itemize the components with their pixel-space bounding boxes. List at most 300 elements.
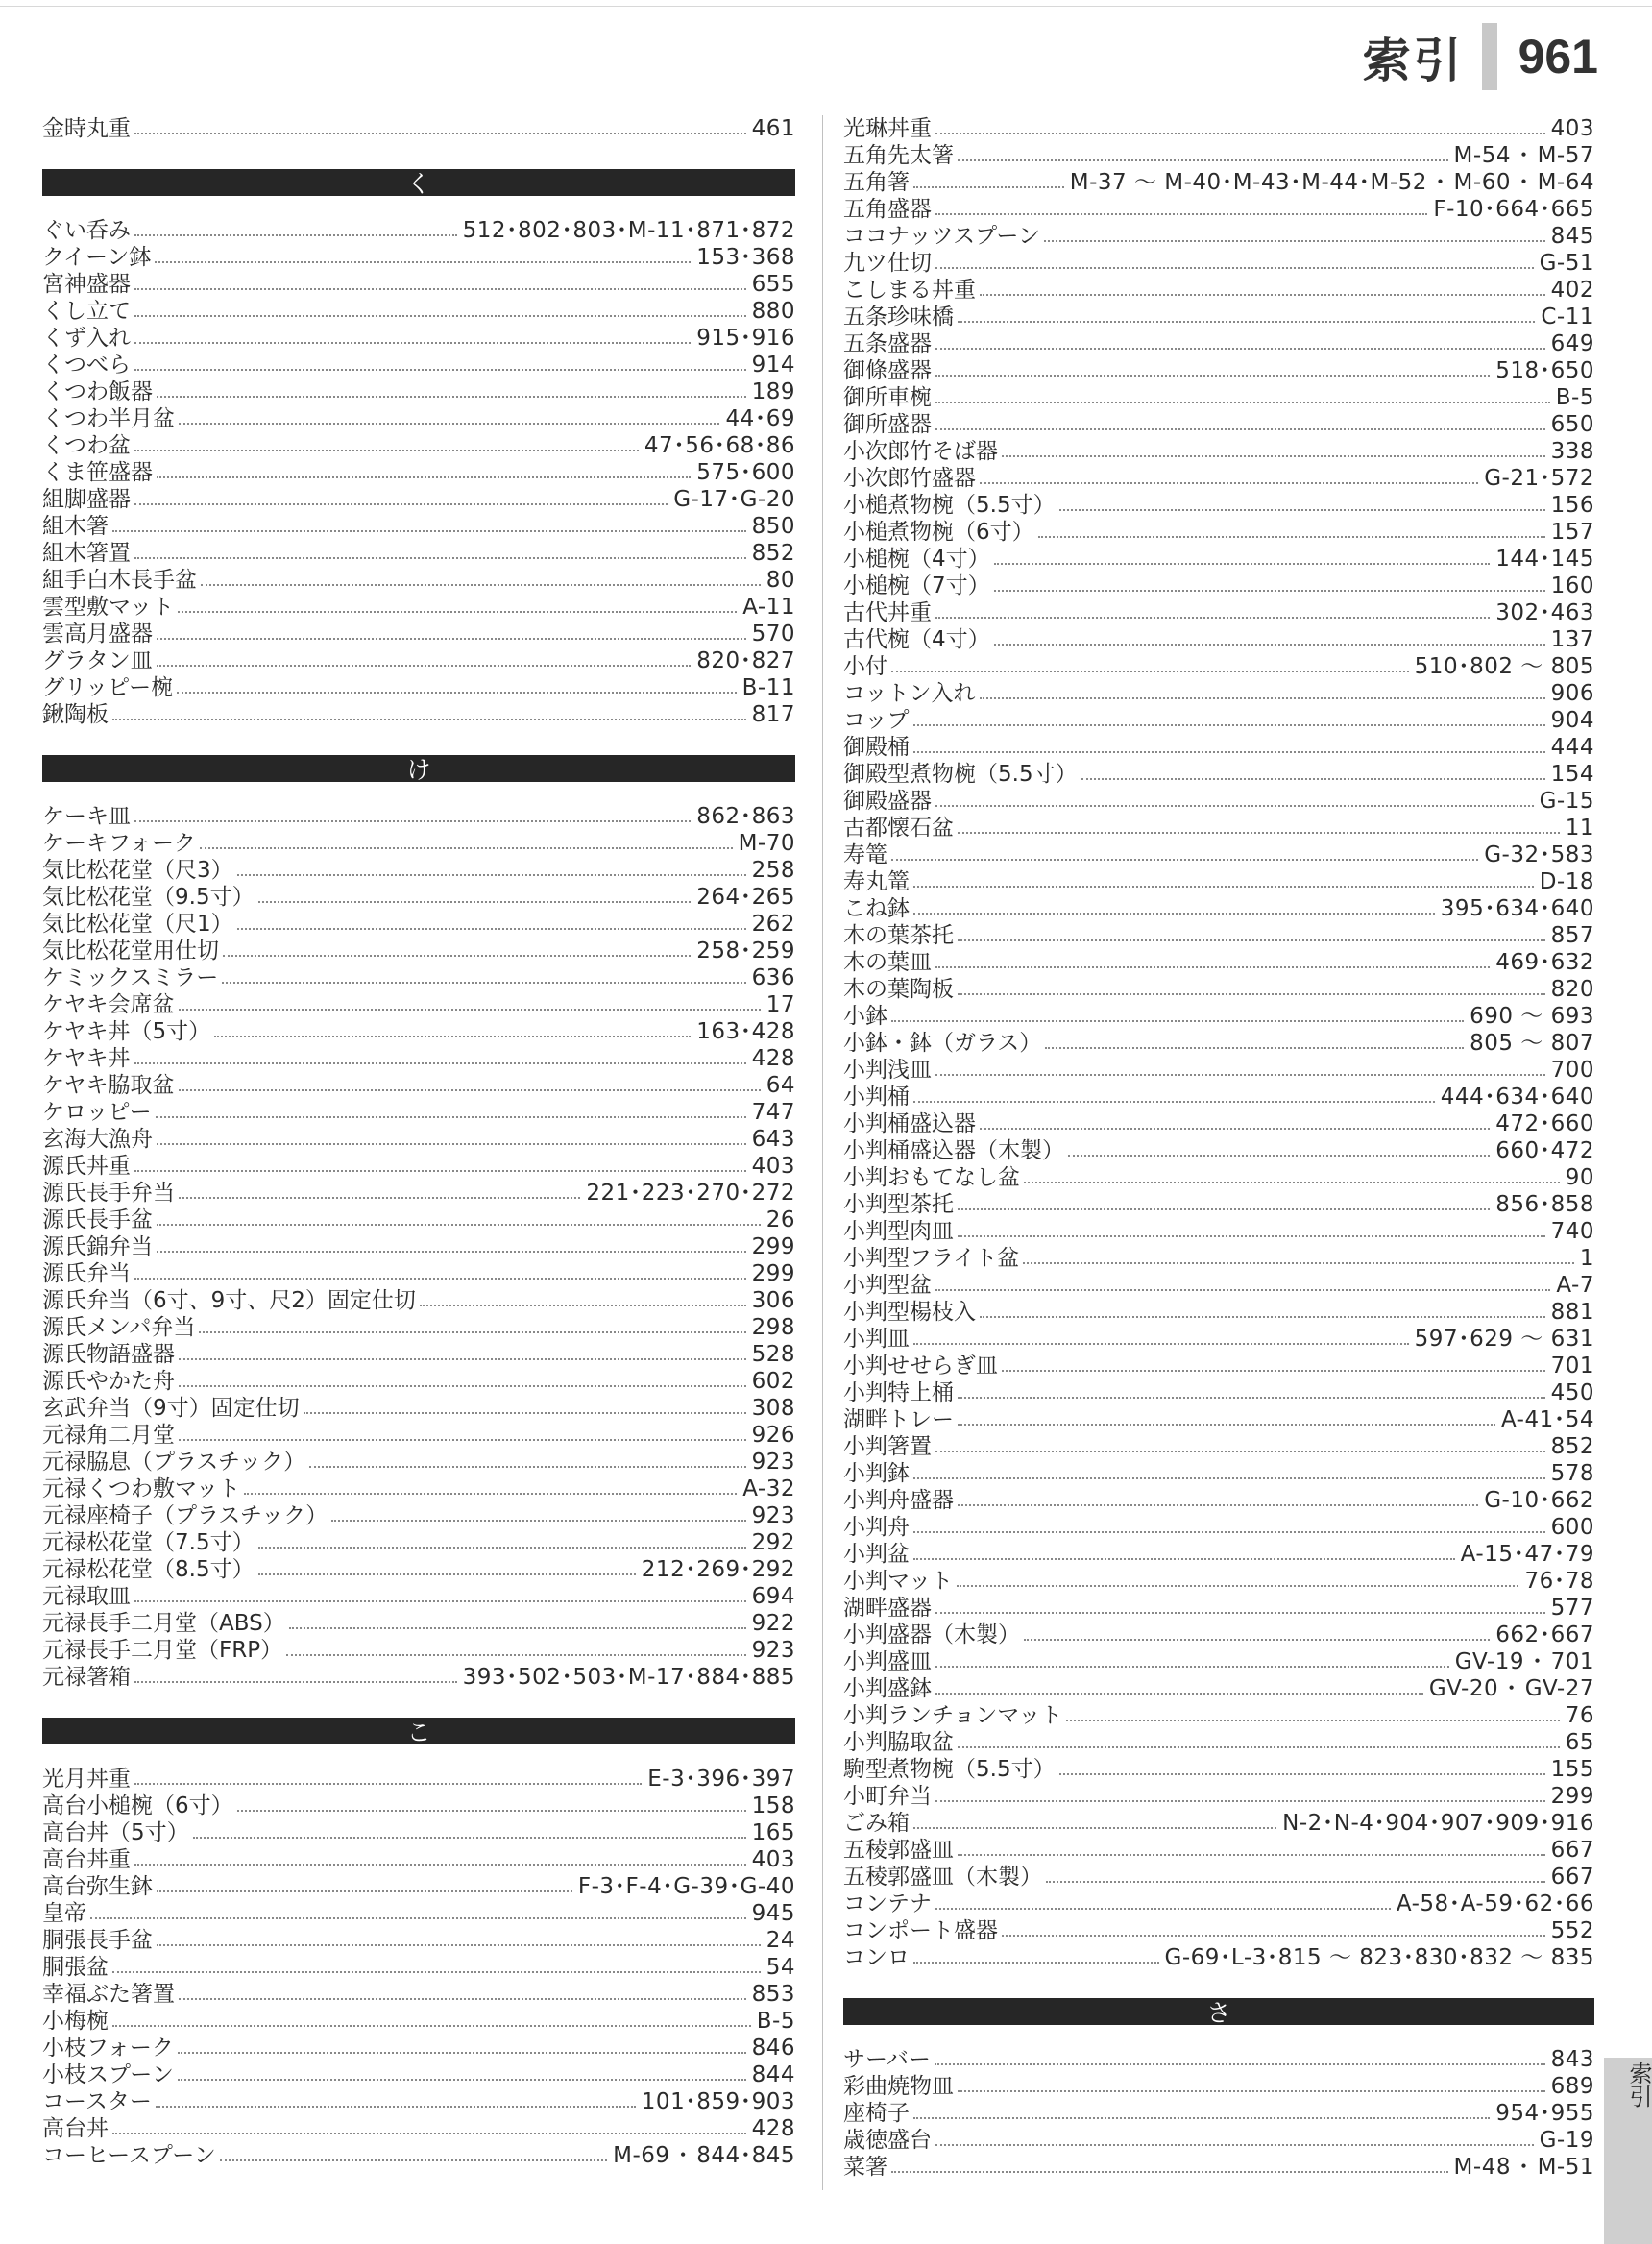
entry-pages: 403	[751, 1154, 795, 1179]
index-entry	[42, 486, 795, 513]
leader-dots	[134, 1600, 746, 1602]
index-entry	[42, 1045, 795, 1072]
index-entry	[42, 1981, 795, 2008]
index-entry	[843, 1379, 1594, 1406]
leader-dots	[913, 724, 1545, 726]
index-column-right	[843, 115, 1594, 2181]
entry-term: 御殿桶	[843, 735, 910, 760]
entry-term: コップ	[843, 708, 910, 733]
entry-term: 小枝スプーン	[42, 2062, 174, 2087]
index-entry	[843, 1648, 1594, 1675]
entry-pages: 165	[751, 1820, 795, 1845]
index-entry	[843, 1783, 1594, 1810]
leader-dots	[935, 402, 1550, 403]
leader-dots	[935, 428, 1545, 430]
leader-dots	[258, 901, 692, 903]
entry-pages: M-48 ･ M-51	[1453, 2155, 1594, 2180]
entry-pages: 163･428	[696, 1019, 795, 1044]
index-entry	[843, 1622, 1594, 1648]
leader-dots	[134, 557, 746, 559]
column-divider	[822, 115, 823, 2190]
entry-term: 小判桶	[843, 1085, 910, 1110]
entry-term: 元禄取皿	[42, 1584, 131, 1609]
page-header	[1363, 25, 1598, 88]
leader-dots	[980, 1316, 1545, 1318]
entry-pages: 189	[751, 379, 795, 404]
leader-dots	[179, 1998, 746, 2000]
entry-term: 駒型煮物椀（5.5寸）	[843, 1757, 1056, 1782]
section-heading: く	[42, 169, 795, 196]
entry-term: 御所盛器	[843, 412, 932, 437]
index-entry	[843, 465, 1594, 492]
entry-pages: 923	[751, 1638, 795, 1663]
index-entry	[42, 1180, 795, 1207]
leader-dots	[222, 982, 745, 984]
leader-dots	[935, 1074, 1545, 1076]
entry-term: ケヤキ会席盆	[42, 992, 175, 1017]
entry-term: 座椅子	[843, 2101, 910, 2126]
entry-pages: A-58･A-59･62･66	[1396, 1891, 1594, 1916]
index-entry	[843, 304, 1594, 330]
leader-dots	[134, 315, 746, 317]
entry-term: クイーン鉢	[42, 245, 152, 270]
index-entry	[42, 1072, 795, 1099]
leader-dots	[289, 1627, 746, 1629]
index-entry	[42, 647, 795, 674]
index-entry	[843, 1514, 1594, 1541]
entry-pages: 845	[1550, 224, 1594, 249]
leader-dots	[200, 847, 733, 849]
leader-dots	[1024, 1182, 1560, 1183]
entry-term: 小判型盆	[843, 1273, 932, 1298]
leader-dots	[157, 638, 746, 640]
index-entry	[843, 357, 1594, 384]
entry-pages: M-37 ～ M-40･M-43･M-44･M-52 ･ M-60 ･ M-64	[1069, 170, 1594, 195]
entry-pages: 857	[1550, 923, 1594, 948]
index-entry	[843, 115, 1594, 142]
entry-pages: 137	[1550, 627, 1594, 652]
entry-term: サーバー	[843, 2047, 931, 2072]
leader-dots	[913, 751, 1545, 753]
entry-term: 小町弁当	[843, 1784, 932, 1809]
entry-pages: 747	[751, 1100, 795, 1125]
leader-dots	[994, 563, 1491, 565]
entry-pages: M-70	[738, 831, 795, 856]
index-entry	[42, 325, 795, 352]
index-entry	[42, 1422, 795, 1449]
entry-pages: 844	[751, 2062, 795, 2087]
leader-dots	[237, 874, 746, 876]
leader-dots	[1059, 509, 1545, 511]
entry-pages: 76･78	[1524, 1569, 1594, 1594]
entry-pages: 306	[751, 1288, 795, 1313]
entry-term: 小付	[843, 654, 887, 679]
entry-pages: 156	[1550, 493, 1594, 518]
index-entry	[843, 1353, 1594, 1379]
leader-dots	[935, 617, 1490, 619]
index-entry	[843, 922, 1594, 949]
side-index-tab-label: 索引	[1625, 2061, 1652, 2108]
leader-dots	[913, 886, 1534, 888]
index-entry	[843, 438, 1594, 465]
leader-dots	[958, 1424, 1495, 1426]
entry-pages: 915･916	[696, 326, 795, 351]
entry-term: 小鉢	[843, 1004, 887, 1029]
entry-term: 五角先太箸	[843, 143, 954, 168]
entry-pages: 393･502･503･M-17･884･885	[462, 1665, 795, 1690]
entry-pages: 54	[765, 1955, 795, 1980]
leader-dots	[157, 665, 691, 667]
leader-dots	[179, 1089, 761, 1091]
entry-pages: 302･463	[1495, 600, 1594, 625]
leader-dots	[935, 213, 1427, 215]
entry-pages: 65	[1565, 1730, 1594, 1755]
leader-dots	[913, 1101, 1435, 1103]
entry-term: コースター	[42, 2089, 152, 2114]
leader-dots	[935, 1612, 1545, 1614]
entry-pages: 850	[751, 514, 795, 539]
entry-term: コンロ	[843, 1945, 910, 1970]
index-entry	[843, 626, 1594, 653]
index-entry	[843, 1110, 1594, 1137]
entry-pages: 694	[751, 1584, 795, 1609]
leader-dots	[178, 2052, 746, 2054]
entry-pages: 701	[1550, 1354, 1594, 1378]
leader-dots	[913, 186, 1064, 188]
entry-pages: 881	[1550, 1300, 1594, 1325]
entry-pages: 264･265	[696, 885, 795, 910]
entry-pages: 512･802･803･M-11･871･872	[462, 218, 795, 243]
entry-term: 玄武弁当（9寸）固定仕切	[42, 1396, 300, 1421]
entry-term: 小槌椀（7寸）	[843, 573, 990, 598]
entry-term: 気比松花堂用仕切	[42, 939, 219, 963]
index-entry	[843, 1191, 1594, 1218]
entry-term: 元禄松花堂（7.5寸）	[42, 1530, 255, 1555]
index-entry	[42, 1368, 795, 1395]
leader-dots	[157, 1890, 572, 1892]
entry-term: 小判舟盛器	[843, 1488, 954, 1513]
entry-term: 宮神盛器	[42, 272, 131, 297]
entry-pages: 76	[1565, 1703, 1594, 1728]
entry-term: 湖畔盛器	[843, 1596, 932, 1621]
index-entry	[843, 1137, 1594, 1164]
index-entry	[843, 1864, 1594, 1890]
entry-term: 五稜郭盛皿（木製）	[843, 1865, 1042, 1890]
index-entry	[843, 653, 1594, 680]
page-top-rule	[0, 6, 1652, 7]
entry-term: 五角盛器	[843, 197, 932, 222]
entry-term: 源氏長手盆	[42, 1207, 153, 1232]
leader-dots	[935, 133, 1545, 134]
index-entry	[42, 830, 795, 857]
index-entry	[42, 405, 795, 432]
entry-term: 小判舟	[843, 1515, 910, 1540]
index-entry	[843, 169, 1594, 196]
index-entry	[42, 1927, 795, 1954]
entry-term: 高台丼	[42, 2116, 109, 2141]
leader-dots	[179, 1385, 746, 1387]
entry-term: くつわ盆	[42, 433, 131, 458]
leader-dots	[994, 590, 1545, 592]
index-entry	[843, 2073, 1594, 2100]
leader-dots	[935, 1666, 1449, 1668]
index-entry	[42, 244, 795, 271]
section-heading: け	[42, 755, 795, 782]
entry-pages: 262	[751, 912, 795, 937]
leader-dots	[199, 1331, 745, 1333]
index-entry	[42, 857, 795, 884]
entry-term: 小判皿	[843, 1327, 910, 1352]
index-entry	[843, 384, 1594, 411]
leader-dots	[1024, 1639, 1490, 1641]
leader-dots	[935, 375, 1490, 377]
entry-term: 小枝フォーク	[42, 2036, 174, 2061]
entry-pages: 528	[751, 1342, 795, 1367]
entry-term: 元禄座椅子（プラスチック）	[42, 1503, 328, 1528]
entry-term: こしまる丼重	[843, 278, 976, 303]
index-entry	[42, 540, 795, 567]
entry-term: 御條盛器	[843, 358, 932, 383]
leader-dots	[304, 1412, 746, 1414]
leader-dots	[913, 2117, 1490, 2119]
entry-pages: D-18	[1539, 869, 1594, 894]
entry-pages: G-17･G-20	[673, 487, 795, 512]
entry-term: 小判型楊枝入	[843, 1300, 976, 1325]
entry-term: 源氏弁当（6寸、9寸、尺2）固定仕切	[42, 1288, 416, 1313]
index-entry	[843, 2046, 1594, 2073]
leader-dots	[913, 1477, 1545, 1479]
entry-pages: A-15･47･79	[1460, 1542, 1594, 1567]
leader-dots	[958, 1208, 1490, 1210]
entry-pages: 820	[1550, 977, 1594, 1002]
leader-dots	[935, 1800, 1545, 1802]
leader-dots	[156, 2106, 636, 2108]
entry-pages: A-41･54	[1500, 1407, 1594, 1432]
index-entry	[42, 1583, 795, 1610]
entry-pages: 597･629 ～ 631	[1414, 1327, 1594, 1352]
entry-pages: 44･69	[725, 406, 795, 431]
entry-pages: 510･802 ～ 805	[1414, 654, 1594, 679]
leader-dots	[178, 611, 737, 613]
entry-term: 小判盆	[843, 1542, 910, 1567]
leader-dots	[958, 939, 1545, 941]
entry-term: 源氏弁当	[42, 1261, 131, 1286]
entry-term: 小判型茶托	[843, 1192, 954, 1217]
leader-dots	[193, 1837, 746, 1839]
index-entry	[42, 911, 795, 938]
index-entry	[843, 1568, 1594, 1595]
index-entry	[843, 330, 1594, 357]
entry-pages: 577	[1550, 1596, 1594, 1621]
index-entry	[42, 1954, 795, 1981]
entry-term: ケヤキ丼	[42, 1046, 131, 1071]
entry-pages: 667	[1550, 1838, 1594, 1863]
leader-dots	[1023, 1262, 1574, 1264]
entry-pages: N-2･N-4･904･907･909･916	[1282, 1811, 1594, 1836]
entry-pages: 655	[751, 272, 795, 297]
entry-pages: 846	[751, 2036, 795, 2061]
entry-pages: 258･259	[696, 939, 795, 963]
index-entry	[843, 2100, 1594, 2127]
entry-pages: C-11	[1541, 305, 1594, 329]
entry-term: 御殿型煮物椀（5.5寸）	[843, 762, 1078, 787]
entry-term: 小判ランチョンマット	[843, 1703, 1063, 1728]
entry-term: 小判特上桶	[843, 1380, 954, 1405]
entry-pages: G-69･L-3･815 ～ 823･830･832 ～ 835	[1164, 1945, 1594, 1970]
entry-pages: B-5	[756, 2009, 795, 2034]
index-entry	[42, 1637, 795, 1664]
entry-term: 雲高月盛器	[42, 622, 153, 646]
entry-term: 源氏やかた舟	[42, 1369, 175, 1394]
index-entry	[42, 938, 795, 964]
index-entry	[843, 1541, 1594, 1568]
section-heading: さ	[843, 1998, 1594, 2025]
index-entry	[42, 2061, 795, 2088]
entry-term: グリッピー椀	[42, 675, 174, 700]
entry-pages: 154	[1550, 762, 1594, 787]
entry-pages: 160	[1550, 573, 1594, 598]
entry-term: 源氏物語盛器	[42, 1342, 175, 1367]
entry-pages: B-5	[1555, 385, 1594, 410]
entry-pages: 660･472	[1495, 1138, 1594, 1163]
entry-term: 高台丼重	[42, 1847, 131, 1872]
entry-term: 木の葉皿	[843, 950, 932, 975]
index-entry	[843, 761, 1594, 788]
entry-term: 金時丸重	[42, 116, 131, 141]
leader-dots	[957, 1585, 1518, 1587]
index-entry	[843, 196, 1594, 223]
entry-term: ぐい呑み	[42, 218, 131, 243]
leader-dots	[980, 482, 1478, 484]
index-entry	[843, 734, 1594, 761]
leader-dots	[134, 1278, 746, 1280]
entry-term: 木の葉茶托	[843, 923, 954, 948]
entry-term: 胴張長手盆	[42, 1928, 153, 1953]
index-entry	[843, 250, 1594, 277]
entry-pages: GV-19 ･ 701	[1454, 1649, 1594, 1674]
leader-dots	[134, 450, 639, 451]
leader-dots	[958, 321, 1535, 323]
entry-pages: 570	[751, 622, 795, 646]
entry-pages: 805 ～ 807	[1470, 1031, 1594, 1056]
leader-dots	[935, 2063, 1545, 2065]
index-entry	[42, 884, 795, 911]
leader-dots	[134, 1062, 746, 1064]
leader-dots	[958, 1746, 1560, 1748]
entry-term: 彩曲焼物皿	[843, 2074, 954, 2099]
leader-dots	[134, 503, 668, 505]
entry-term: 元禄長手二月堂（ABS）	[42, 1611, 285, 1636]
entry-term: 菜箸	[843, 2155, 887, 2180]
leader-dots	[157, 1251, 746, 1253]
entry-term: 小判盛器（木製）	[843, 1622, 1020, 1647]
leader-dots	[935, 1693, 1423, 1695]
leader-dots	[935, 805, 1534, 807]
entry-pages: 853	[751, 1982, 795, 2007]
leader-dots	[1044, 240, 1545, 242]
leader-dots	[1059, 1773, 1545, 1775]
leader-dots	[134, 133, 746, 134]
entry-term: ケロッピー	[42, 1100, 152, 1125]
entry-pages: 338	[1550, 439, 1594, 464]
index-entry	[42, 1819, 795, 1846]
index-entry	[42, 432, 795, 459]
entry-pages: 403	[1550, 116, 1594, 141]
entry-pages: 428	[751, 1046, 795, 1071]
entry-pages: 212･269･292	[641, 1557, 795, 1582]
entry-pages: 450	[1550, 1380, 1594, 1405]
leader-dots	[201, 584, 761, 586]
leader-dots	[958, 1854, 1545, 1856]
index-entry	[843, 976, 1594, 1003]
entry-term: 九ツ仕切	[843, 251, 932, 276]
entry-term: こね鉢	[843, 896, 910, 921]
entry-term: くず入れ	[42, 326, 131, 351]
entry-pages: 157	[1550, 520, 1594, 545]
entry-pages: 740	[1550, 1219, 1594, 1244]
entry-pages: G-21･572	[1484, 466, 1594, 491]
entry-pages: 914	[751, 353, 795, 378]
entry-term: 雲型敷マット	[42, 595, 175, 620]
leader-dots	[935, 1908, 1391, 1910]
index-entry	[843, 1245, 1594, 1272]
index-entry	[42, 674, 795, 701]
entry-term: ケミックスミラー	[42, 965, 219, 990]
entry-pages: 472･660	[1495, 1111, 1594, 1136]
entry-pages: 428	[751, 2116, 795, 2141]
index-entry	[843, 492, 1594, 519]
leader-dots	[258, 1573, 636, 1575]
leader-dots	[112, 2133, 746, 2134]
leader-dots	[1045, 1047, 1464, 1049]
index-entry	[42, 2115, 795, 2142]
entry-term: くま笹盛器	[42, 460, 153, 485]
entry-pages: 552	[1550, 1918, 1594, 1943]
leader-dots	[980, 697, 1545, 699]
entry-term: 五稜郭盛皿	[843, 1838, 954, 1863]
index-entry	[843, 546, 1594, 573]
leader-dots	[179, 1439, 746, 1441]
entry-pages: 1	[1579, 1246, 1594, 1271]
entry-term: 五角箸	[843, 170, 910, 195]
leader-dots	[935, 2144, 1534, 2146]
index-entry	[843, 788, 1594, 815]
entry-term: 小判脇取盆	[843, 1730, 954, 1755]
entry-term: 組脚盛器	[42, 487, 131, 512]
entry-pages: 852	[751, 541, 795, 566]
entry-pages: 650	[1550, 412, 1594, 437]
entry-pages: 690 ～ 693	[1470, 1004, 1594, 1029]
entry-term: くつべら	[42, 353, 131, 378]
leader-dots	[935, 966, 1490, 968]
index-entry	[843, 1917, 1594, 1944]
entry-pages: 153･368	[696, 245, 795, 270]
leader-dots	[891, 1020, 1464, 1022]
entry-pages: 926	[751, 1423, 795, 1448]
leader-dots	[237, 928, 746, 930]
index-entry	[843, 1702, 1594, 1729]
leader-dots	[244, 1493, 737, 1495]
entry-pages: 64	[765, 1073, 795, 1098]
index-entry	[42, 567, 795, 594]
leader-dots	[1038, 536, 1545, 538]
entry-term: 源氏丼重	[42, 1154, 131, 1179]
entry-term: 五条盛器	[843, 331, 932, 356]
entry-pages: 26	[765, 1207, 795, 1232]
leader-dots	[286, 1654, 746, 1656]
leader-dots	[258, 1547, 746, 1549]
entry-pages: 954･955	[1495, 2101, 1594, 2126]
